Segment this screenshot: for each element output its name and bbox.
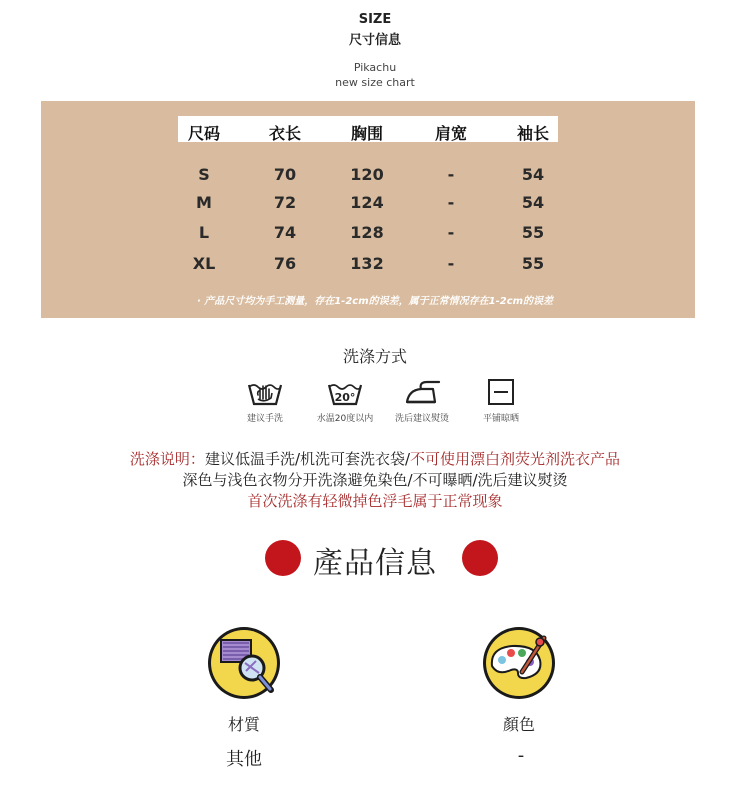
material-magnifier-icon [203,626,285,704]
wash-instructions-line-3: 首次洗涤有轻微掉色浮毛属于正常现象 [247,492,503,510]
table-cell: XL [192,254,216,273]
color-palette-icon [478,626,560,704]
size-heading: SIZE [358,12,392,27]
table-cell: 132 [350,254,384,273]
table-cell: 76 [273,254,297,273]
wash-20-degree-icon [326,377,364,407]
table-cell: - [447,223,455,242]
header-size: 尺码 [187,124,220,143]
measurement-note: · 产品尺寸均为手工测量，存在1-2cm的误差，属于正常情况存在1-2cm的误差 [196,296,554,307]
iron-label: 洗后建议熨烫 [394,414,449,424]
table-cell: 54 [521,165,545,184]
hand-wash-label: 建议手洗 [246,414,283,424]
header-chest: 胸围 [350,124,383,143]
wash-instructions-text: 建议低温手洗/机洗可套洗衣袋/ [204,450,411,468]
washing-title: 洗涤方式 [342,347,407,366]
header-sleeve: 袖长 [516,124,549,143]
svg-text:20°: 20° [334,391,356,404]
wash-temperature-label: 水温20度以内 [316,414,374,424]
chart-caption: new size chart [335,76,415,89]
material-value: 其他 [226,749,262,770]
table-cell: - [447,254,455,273]
table-cell: M [196,193,212,212]
wash-warning-text: 不可使用漂白剂荧光剂洗衣产品 [410,450,621,468]
color-label: 顏色 [502,715,535,734]
table-cell: L [198,223,210,242]
material-label: 材質 [227,715,260,734]
table-cell: - [447,165,455,184]
flat-dry-label: 平铺晾晒 [482,414,519,424]
table-cell: 70 [273,165,297,184]
wash-instructions-line-2: 深色与浅色衣物分开洗涤避免染色/不可曝晒/洗后建议熨烫 [182,471,568,489]
header-shoulder: 肩宽 [434,124,467,143]
table-cell: - [447,193,455,212]
table-cell: 74 [273,223,297,242]
hand-wash-icon [246,377,284,407]
header-length: 衣长 [268,124,301,143]
table-cell: 124 [350,193,384,212]
table-cell: 128 [350,223,384,242]
table-cell: 72 [273,193,297,212]
iron-icon [403,377,443,407]
wash-instructions-label: 洗涤说明： [129,450,205,468]
table-cell: 55 [521,254,545,273]
flat-dry-icon [486,377,516,407]
table-cell: 54 [521,193,545,212]
wash-instructions-line-1 [0,448,750,469]
product-info-title: 產品信息 [313,546,437,581]
brand-name: Pikachu [353,61,397,74]
table-cell: 120 [350,165,384,184]
table-cell: S [198,165,210,184]
table-cell: 55 [521,223,545,242]
color-value: - [517,745,525,766]
size-subheading: 尺寸信息 [348,33,401,48]
